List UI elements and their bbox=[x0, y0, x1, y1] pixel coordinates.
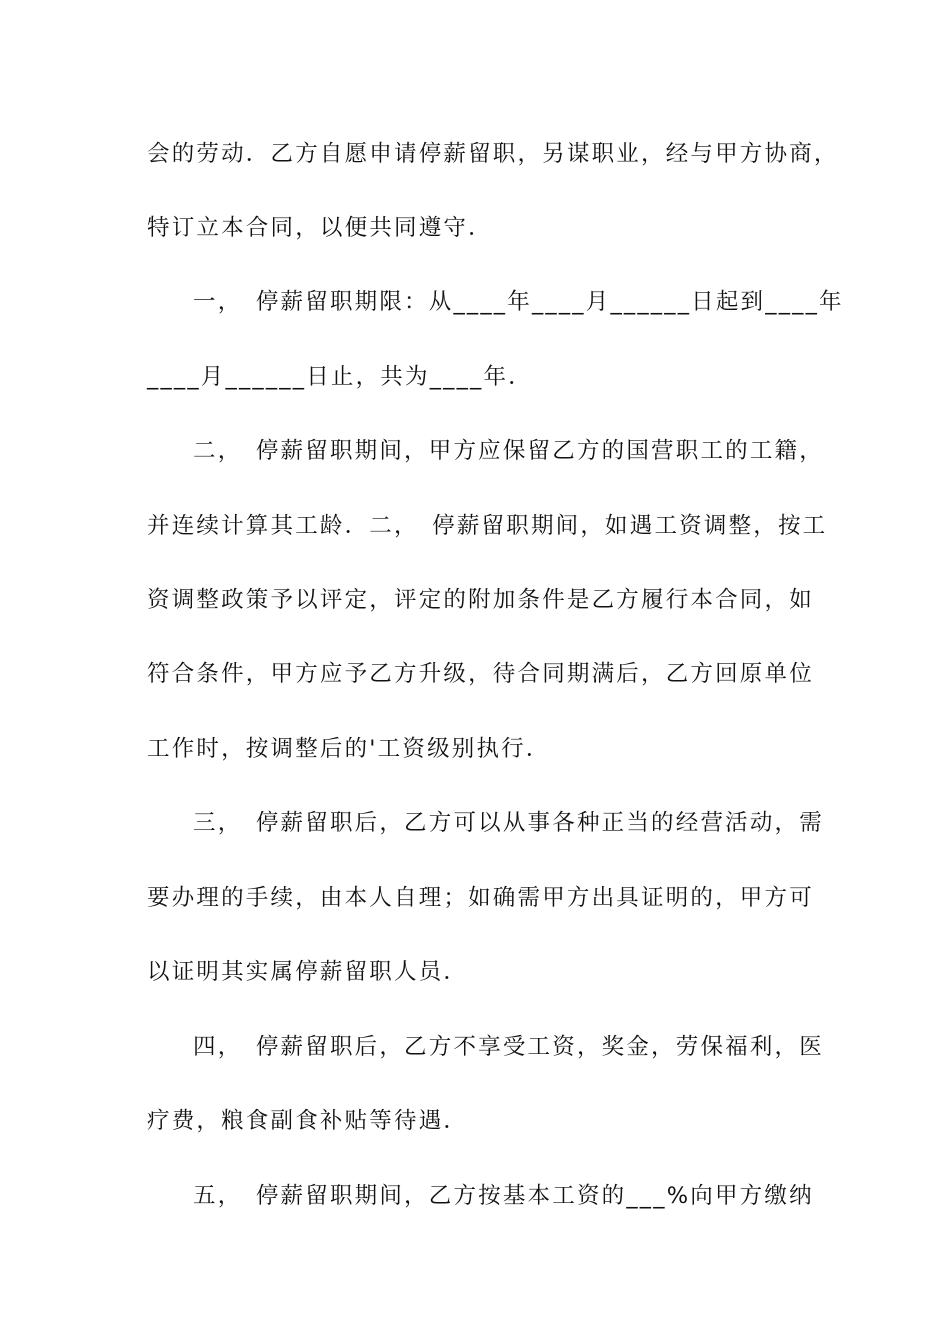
paragraph-3-start: 三， 停薪留职后，乙方可以从事各种正当的经营活动，需 bbox=[193, 810, 824, 836]
paragraph-2-start: 二， 停薪留职期间，甲方应保留乙方的国营职工的工籍， bbox=[193, 438, 824, 464]
paragraph-4-start: 四， 停薪留职后，乙方不享受工资，奖金，劳保福利，医 bbox=[193, 1034, 824, 1060]
text-line: 符合条件，甲方应予乙方升级，待合同期满后，乙方回原单位 bbox=[147, 661, 814, 687]
text-line: 疗费，粮食副食补贴等待遇． bbox=[147, 1108, 469, 1134]
paragraph-5-start: 五， 停薪留职期间，乙方按基本工资的___%向甲方缴纳 bbox=[193, 1183, 814, 1209]
text-line: 特订立本合同，以便共同遵守． bbox=[147, 215, 493, 241]
text-line: 工作时，按调整后的'工资级别执行． bbox=[147, 736, 551, 762]
paragraph-1-start: 一， 停薪留职期限：从____年____月______日起到____年 bbox=[193, 289, 844, 315]
text-line: 以证明其实属停薪留职人员． bbox=[147, 959, 469, 985]
text-line: 并连续计算其工龄．二， 停薪留职期间，如遇工资调整，按工 bbox=[147, 513, 828, 539]
text-line: 要办理的手续，由本人自理；如确需甲方出具证明的，甲方可 bbox=[147, 885, 814, 911]
text-line: 会的劳动．乙方自愿申请停薪留职，另谋职业，经与甲方协商， bbox=[147, 141, 839, 167]
text-line: ____月______日止，共为____年． bbox=[147, 364, 533, 390]
text-line: 资调整政策予以评定，评定的附加条件是乙方履行本合同，如 bbox=[147, 587, 814, 613]
